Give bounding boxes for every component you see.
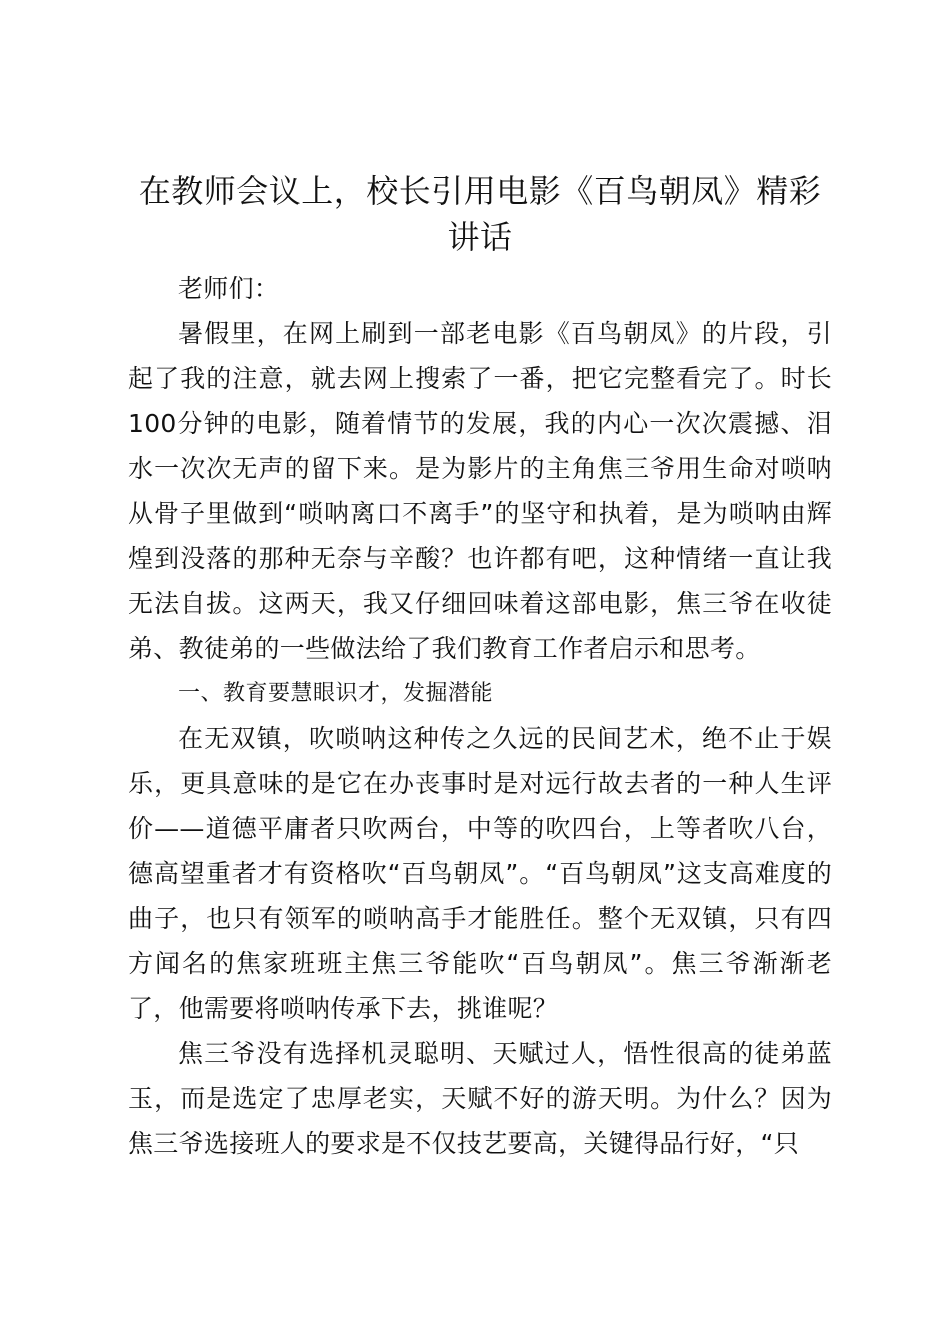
section-heading-1: 一、教育要慧眼识才，发掘潜能 bbox=[178, 681, 494, 706]
document-page bbox=[128, 168, 832, 1166]
section1-paragraph-1: 在无双镇，吹唢呐这种传之久远的民间艺术，绝不止于娱乐，更具意味的是它在办丧事时是对远行故去者的一种人生评价——道德平庸者只吹两台，中等的吹四台，上等者吹八台，德高望重者才有资格吹“百鸟朝凤”。“百鸟朝凤”这支高难度的曲子，也只有领军的唢呐高手才能胜任。整个无双镇，只有四方闻名的焦家班班主焦三爷能吹“百鸟朝凤”。焦三爷渐渐老了，他需要将唢呐传承下去，挑谁呢？ bbox=[128, 724, 832, 1023]
document-title: 在教师会议上，校长引用电影《百鸟朝凤》精彩讲话 bbox=[138, 172, 822, 256]
intro-paragraph: 暑假里，在网上刷到一部老电影《百鸟朝凤》的片段，引起了我的注意，就去网上搜索了一番，把它完整看完了。时长100分钟的电影，随着情节的发展，我的内心一次次震撼、泪水一次次无声的留下来。是为影片的主角焦三爷用生命对唢呐从骨子里做到“唢呐离口不离手”的坚守和执着，是为唢呐由辉煌到没落的那种无奈与辛酸？也许都有吧，这种情绪一直让我无法自拔。这两天，我又仔细回味着这部电影，焦三爷在收徒弟、教徒弟的一些做法给了我们教育工作者启示和思考。 bbox=[128, 319, 832, 663]
salutation: 老师们： bbox=[178, 274, 280, 303]
section1-paragraph-2: 焦三爷没有选择机灵聪明、天赋过人，悟性很高的徒弟蓝玉，而是选定了忠厚老实，天赋不好的游天明。为什么？因为焦三爷选接班人的要求是不仅技艺要高，关键得品行好，“只 bbox=[128, 1039, 832, 1158]
